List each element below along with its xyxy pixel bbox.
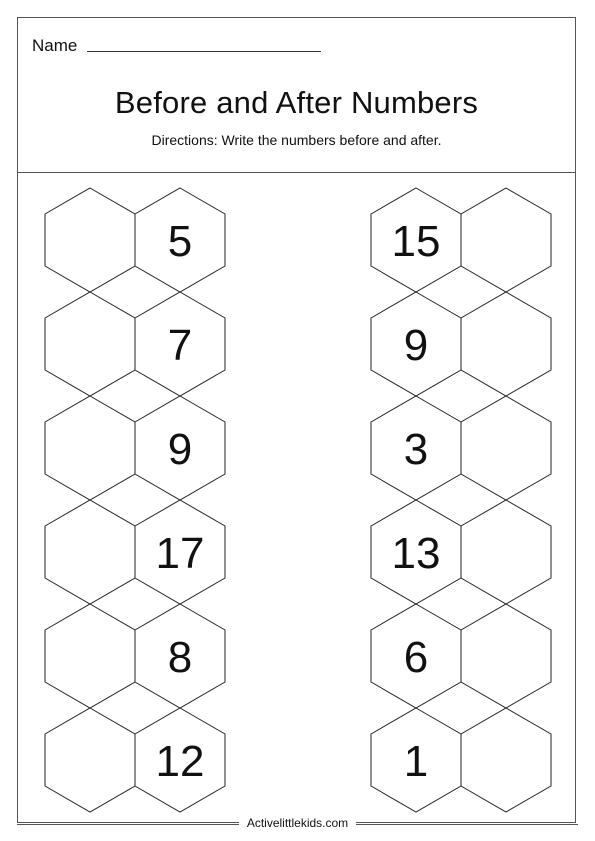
right-given-number-5: 6 [403,633,429,682]
footer-rule-right [356,824,578,825]
left-given-number-2: 7 [167,321,193,370]
right-given-number-3: 3 [403,425,429,474]
name-label: Name [32,36,78,55]
left-answer-hexagon-6[interactable] [45,708,135,812]
left-answer-hexagon-3[interactable] [45,396,135,500]
right-answer-hexagon-6[interactable] [461,708,551,812]
footer-site: Activelittlekids.com [239,816,356,830]
left-answer-hexagon-1[interactable] [45,188,135,292]
left-given-number-3: 9 [167,425,193,474]
right-given-number-6: 1 [403,737,429,786]
directions-text: Directions: Write the numbers before and after. [151,132,442,148]
right-answer-hexagon-4[interactable] [461,500,551,604]
right-given-number-2: 9 [403,321,429,370]
footer-rule-left [17,824,239,825]
right-given-number-4: 13 [391,529,441,578]
footer [0,816,595,830]
right-answer-hexagon-5[interactable] [461,604,551,708]
right-given-number-1: 15 [391,217,441,266]
page-title: Before and After Numbers [114,85,479,120]
left-given-number-1: 5 [167,217,193,266]
right-answer-hexagon-3[interactable] [461,396,551,500]
left-given-number-5: 8 [167,633,193,682]
left-answer-hexagon-5[interactable] [45,604,135,708]
left-given-number-6: 12 [155,737,205,786]
left-given-number-4: 17 [155,529,205,578]
left-answer-hexagon-4[interactable] [45,500,135,604]
right-answer-hexagon-2[interactable] [461,292,551,396]
right-answer-hexagon-1[interactable] [461,188,551,292]
left-answer-hexagon-2[interactable] [45,292,135,396]
